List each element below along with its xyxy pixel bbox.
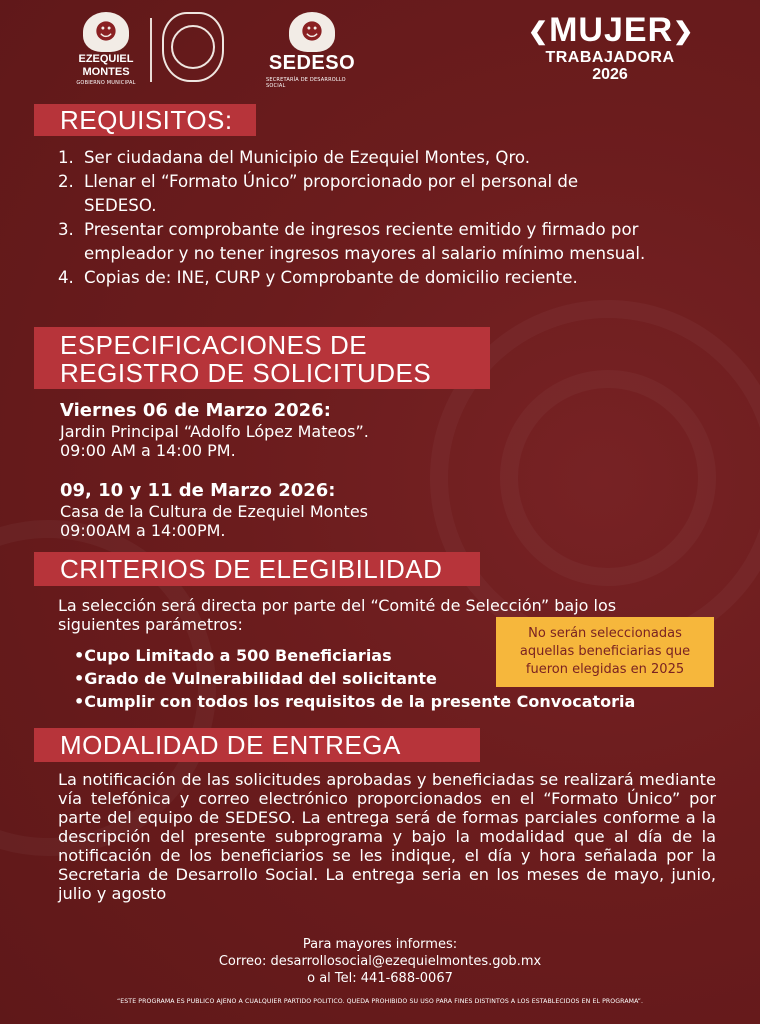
exclusion-note [496,617,714,687]
campaign-year: 2026 [592,66,628,84]
sedeso-name: SEDESO [268,52,356,74]
logo-text-line1: EZEQUIEL [78,53,134,65]
portrait-icon: ☻ [83,12,129,52]
list-item: • Grado de Vulnerabilidad del solicitante [74,667,635,690]
list-item: • Cumplir con todos los requisitos de la presente Convocatoria [74,690,635,713]
requisitos-heading: REQUISITOS: [60,105,233,135]
criterios-heading: CRITERIOS DE ELEGIBILIDAD [60,554,443,584]
campaign-logo [528,11,695,84]
event-date: 09, 10 y 11 de Marzo 2026: [60,480,336,501]
logo-divider [150,18,152,82]
modalidad-body: La notificación de las solicitudes aprobadas y beneficiadas se realizará mediante vía telefónica y correo electrónico proporcionados en el “Formato Único” por parte del equipo de SEDESO. La entrega será de formas parciales conforme a la descripción del presente subprograma y bajo la modalidad que al día de la notificación de los beneficiarios se les indique, el día y hora señalada por la Secretaria de Desarrollo Social. La entrega seria en los meses de mayo, junio, julio y agosto [58,770,716,903]
sedeso-logo [266,12,358,89]
campaign-title: MUJER [549,11,674,49]
section-heading-modalidad [34,728,480,762]
event-block [60,480,368,540]
criterios-intro: La selección será directa por parte del “Comité de Selección” bajo los siguientes parámetros: [58,596,617,634]
especificaciones-heading-line2: REGISTRO DE SOLICITUDES [60,358,432,388]
municipal-seal-icon [162,12,224,82]
event-place: Jardin Principal “Adolfo López Mateos”. [60,422,369,441]
especificaciones-heading-line1: ESPECIFICACIONES DE [60,330,368,360]
contact-info [0,936,760,987]
event-block [60,400,369,460]
event-hours: 09:00 AM a 14:00 PM. [60,441,236,460]
portrait-icon: ☻ [289,12,335,52]
section-heading-especificaciones [34,327,490,389]
logo-text-line2: MONTES [82,66,130,78]
list-item: 1. Ser ciudadana del Municipio de Ezequiel Montes, Qro. [58,148,531,167]
section-heading-criterios [34,552,480,586]
sedeso-subtitle: SECRETARÍA DE DESARROLLO SOCIAL [266,77,346,89]
list-item: 2. Llenar el “Formato Único” proporcionado por el personal de SEDESO. [58,172,579,215]
contact-phone: o al Tel: 441-688-0067 [307,971,453,986]
event-place: Casa de la Cultura de Ezequiel Montes [60,502,369,521]
contact-title: Para mayores informes: [302,937,458,952]
event-date: Viernes 06 de Marzo 2026: [60,400,331,421]
requirements-list [58,146,698,290]
list-item: 4. Copias de: INE, CURP y Comprobante de domicilio reciente. [58,268,578,287]
list-item: • Cupo Limitado a 500 Beneficiarias [74,644,635,667]
contact-email: Correo: desarrollosocial@ezequielmontes.gob.mx [218,954,542,969]
list-item: 3. Presentar comprobante de ingresos reciente emitido y firmado por empleador y no tener ingresos mayores al salario mínimo mensual. [58,220,646,263]
legal-disclaimer: “ESTE PROGRAMA ES PUBLICO AJENO A CUALQUIER PARTIDO POLITICO. QUEDA PROHIBIDO SU USO PARA FINES DISTINTOS A LOS ESTABLECIDOS EN EL PROGRAMA”. [116,998,644,1005]
ezequiel-montes-logo [76,12,136,86]
chevron-left-icon: ❮ [528,18,550,46]
modalidad-heading: MODALIDAD DE ENTREGA [60,730,401,760]
background-ornament [500,370,716,586]
campaign-subtitle: TRABAJADORA [545,49,675,67]
logo-small-text: GOBIERNO MUNICIPAL [76,80,136,86]
event-hours: 09:00AM a 14:00PM. [60,521,226,540]
exclusion-note-text: No serán seleccionadas aquellas beneficiarias que fueron elegidas en 2025 [519,626,691,677]
section-heading-requisitos [34,104,256,136]
chevron-right-icon: ❯ [673,18,695,46]
